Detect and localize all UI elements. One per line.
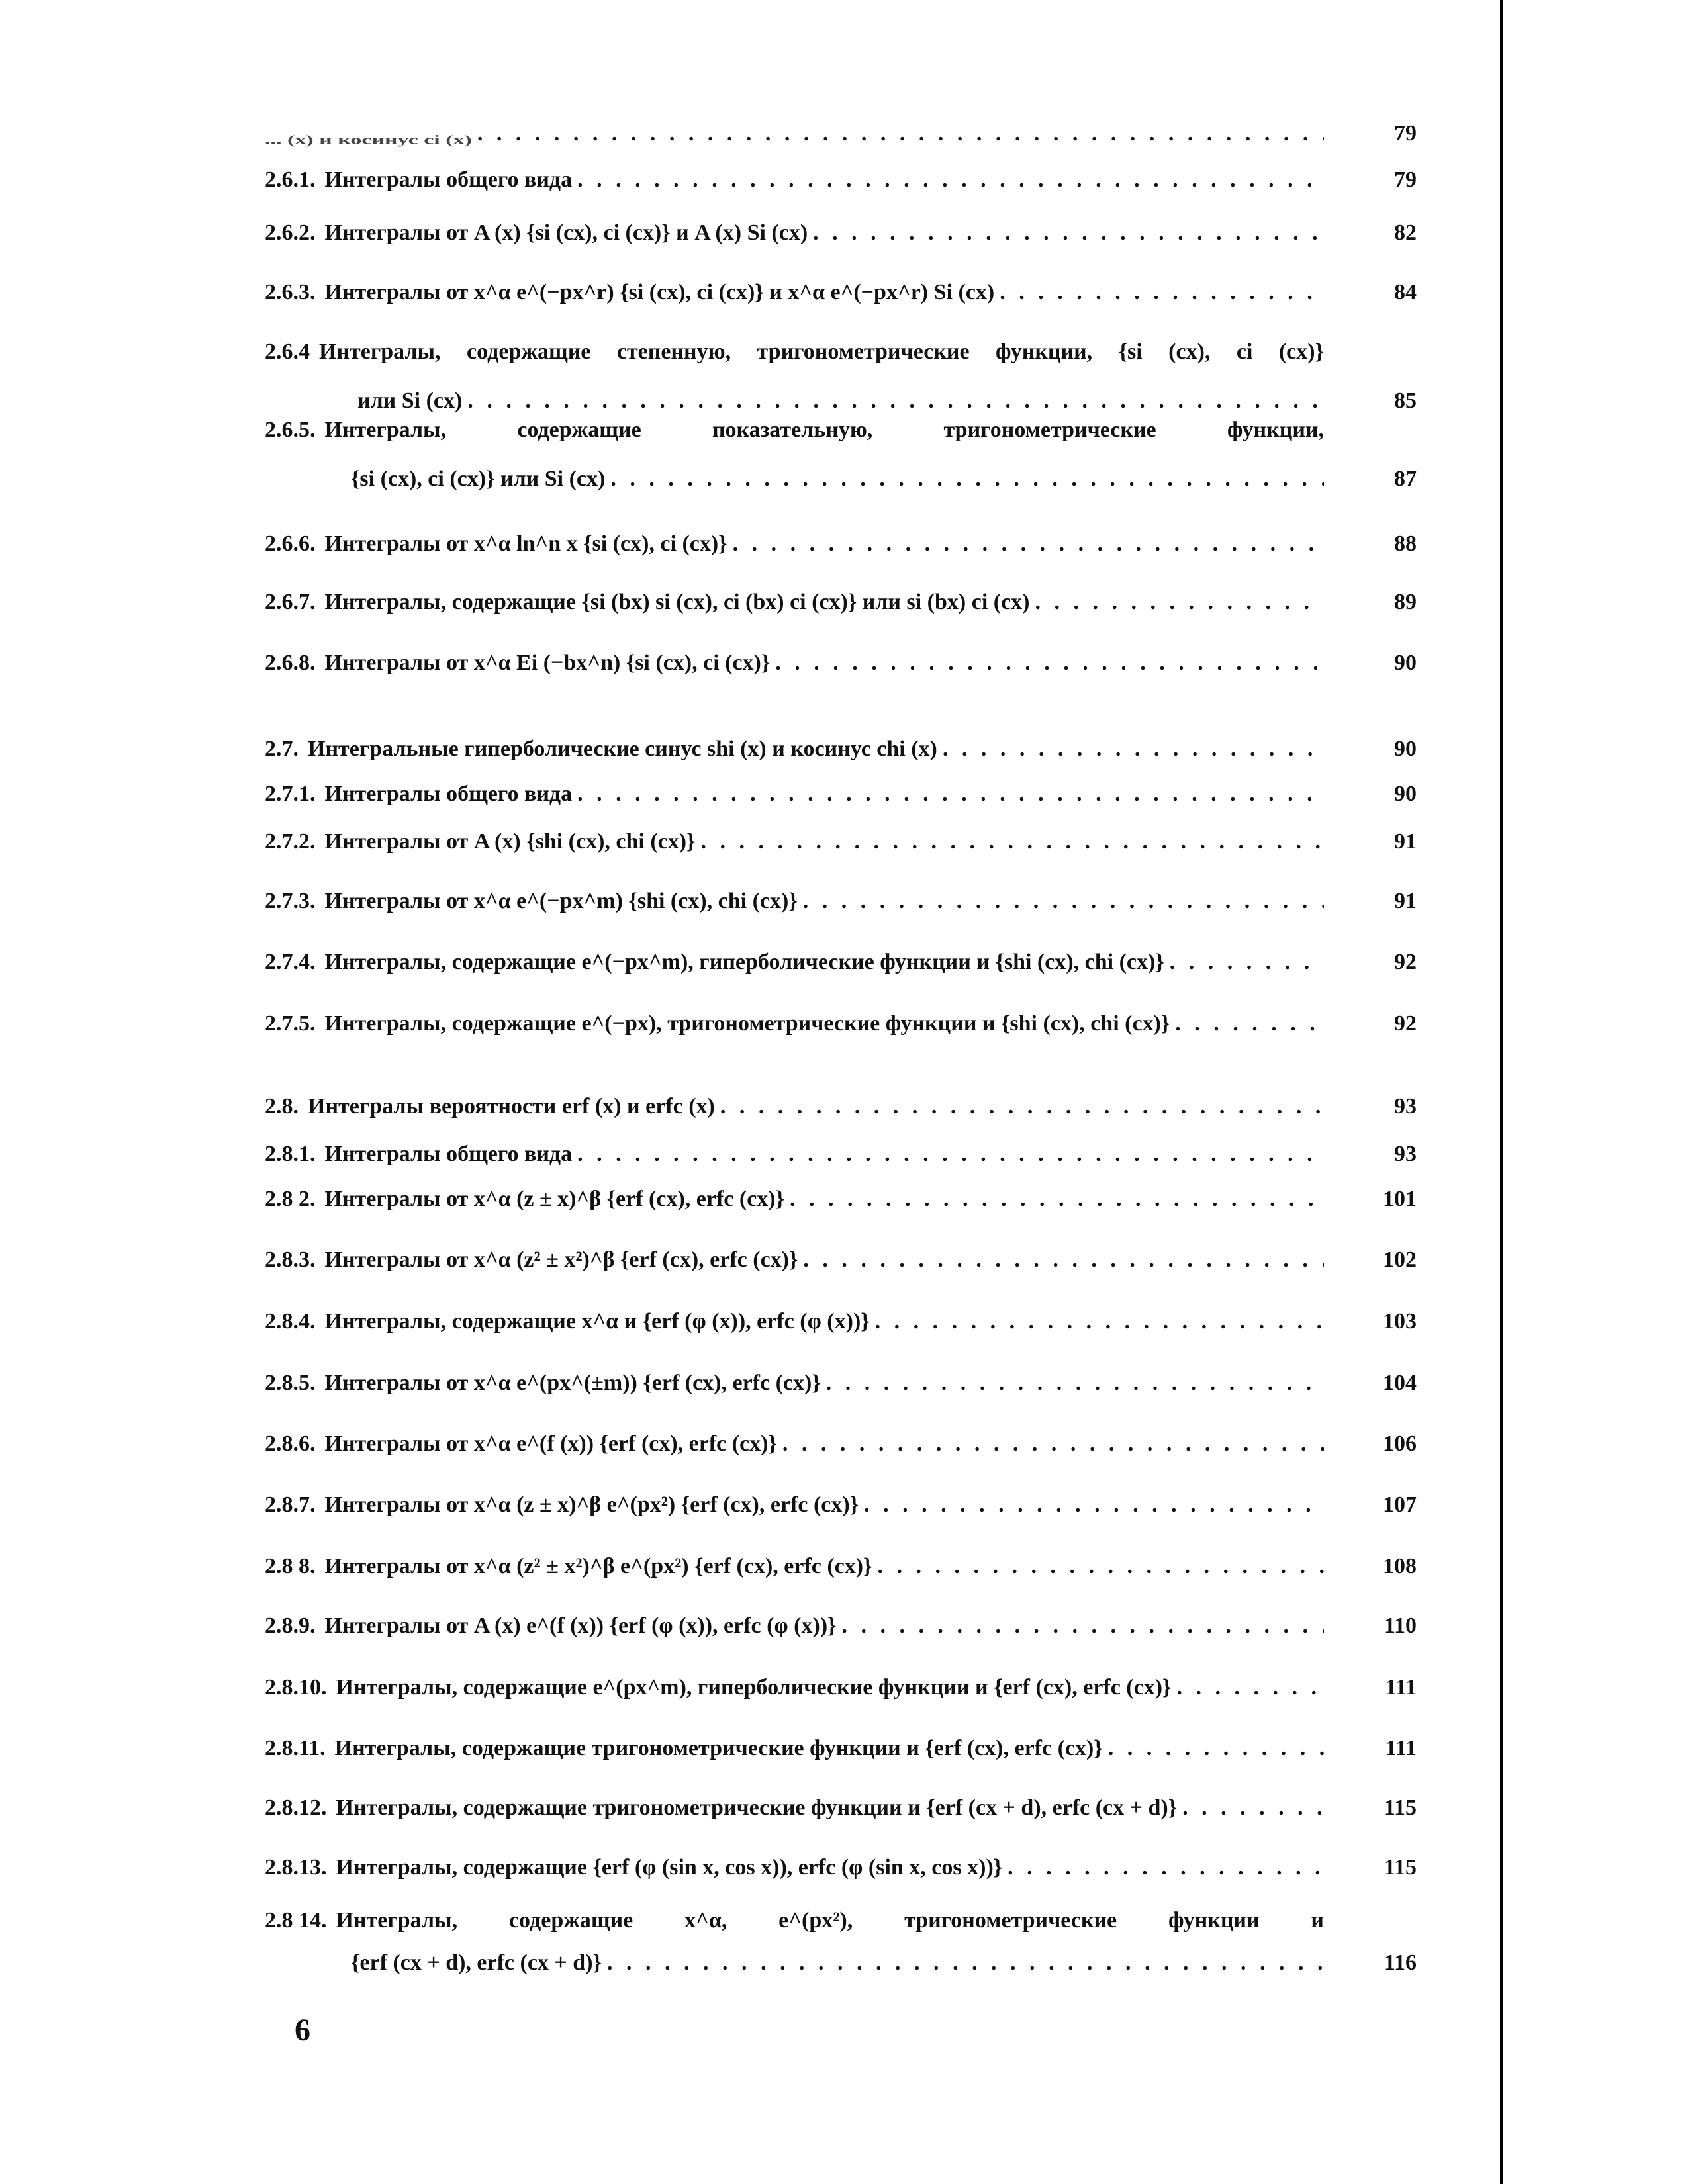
entry-number: 2.8.9. [265, 1614, 316, 1638]
entry-number: 2.6.6. [265, 531, 316, 556]
entry-title: Интегралы вероятности erf (x) и erfc (x) [308, 1094, 715, 1118]
entry-page: 115 [1383, 1855, 1417, 1880]
entry-title: Интегралы, содержащие тригонометрические функции и {erf (cx + d), erfc (cx + d)} [336, 1796, 1178, 1820]
entry-page: 79 [1394, 167, 1417, 192]
entry-title-continuation: {erf (cx + d), erfc (cx + d)} [351, 1950, 602, 1975]
entry-number: 2.7.4. [265, 950, 316, 974]
toc-entry-2-6-7[interactable] [265, 588, 1417, 617]
toc-entry-2-7-1[interactable] [265, 780, 1417, 809]
entry-number: 2.8.12. [265, 1796, 327, 1820]
entry-number: 2.6.7. [265, 590, 316, 614]
entry-title: Интегралы от x^α (z² ± x²)^β e^(px²) {erf (cx), erfc (cx)} [324, 1554, 872, 1578]
entry-page: 101 [1383, 1187, 1417, 1211]
entry-number: 2.7. [265, 737, 299, 761]
entry-page: 85 [1394, 388, 1417, 413]
entry-page: 91 [1394, 889, 1417, 913]
toc-entry-2-8-8[interactable] [265, 1552, 1417, 1581]
toc-entry-2-6[interactable] [265, 119, 1417, 148]
entry-page: 108 [1383, 1554, 1417, 1578]
entry-page: 111 [1385, 1675, 1417, 1700]
entry-number: 2.8.1. [265, 1142, 316, 1166]
entry-title: Интегралы, содержащие e^(−px), тригонометрические функции и {shi (cx), chi (cx)} [324, 1011, 1170, 1036]
entry-number: 2.8.10. [265, 1675, 327, 1700]
toc-entry-2-7-4[interactable] [265, 948, 1417, 977]
toc-entry-2-8[interactable] [265, 1092, 1417, 1121]
toc-entry-2-8-14[interactable] [265, 1906, 1417, 1978]
entry-page: 88 [1394, 531, 1417, 556]
entry-title: Интегралы общего вида [324, 167, 573, 192]
toc-entry-2-7-3[interactable] [265, 887, 1417, 916]
entry-number: 2.8 2. [265, 1187, 316, 1211]
entry-number: 2.8.11. [265, 1736, 326, 1760]
toc-entry-2-6-1[interactable] [265, 165, 1417, 195]
entry-title: Интегралы от x^α (z ± x)^β {erf (cx), erfc (cx)} [324, 1187, 785, 1211]
entry-title: Интегралы общего вида [324, 782, 573, 806]
entry-title: Интегралы, содержащие e^(−px^m), гиперболические функции и {shi (cx), chi (cx)} [324, 950, 1164, 974]
entry-number: 2.8.5. [265, 1371, 316, 1395]
entry-number: 2.7.1. [265, 782, 316, 806]
entry-page: 90 [1394, 651, 1417, 675]
toc-entry-2-6-4[interactable] [265, 338, 1417, 416]
entry-number: 2.7.3. [265, 889, 316, 913]
entry-title: ... (x) и косинус ci (x) [265, 133, 472, 147]
entry-page: 84 [1394, 280, 1417, 304]
entry-page: 103 [1383, 1309, 1417, 1334]
entry-number: 2.8.13. [265, 1855, 327, 1880]
entry-number: 2.8.6. [265, 1432, 316, 1456]
entry-title: Интегралы от A (x) e^(f (x)) {erf (φ (x)), erfc (φ (x))} [324, 1614, 837, 1638]
entry-page: 93 [1394, 1094, 1417, 1118]
entry-number: 2.6.3. [265, 280, 316, 304]
toc-entry-2-8-13[interactable] [265, 1853, 1417, 1882]
entry-number: 2.8.3. [265, 1248, 316, 1272]
entry-number: 2.8.7. [265, 1492, 316, 1517]
entry-title: Интегралы от x^α e^(f (x)) {erf (cx), erfc (cx)} [324, 1432, 777, 1456]
toc-entry-2-6-8[interactable] [265, 649, 1417, 678]
toc-entry-2-6-2[interactable] [265, 218, 1417, 248]
entry-title: Интегралы, содержащие показательную, тригонометрические функции, [324, 418, 1324, 442]
entry-page: 110 [1383, 1614, 1417, 1638]
entry-number: 2.8 8. [265, 1554, 316, 1578]
entry-title: Интегралы, содержащие степенную, тригонометрические функции, {si (cx), ci (cx)} [319, 340, 1324, 364]
entry-page: 92 [1394, 1011, 1417, 1036]
entry-title-continuation: {si (cx), ci (cx)} или Si (cx) [351, 467, 606, 491]
page-number: 6 [295, 2013, 310, 2048]
toc-entry-2-6-6[interactable] [265, 529, 1417, 559]
entry-page: 90 [1394, 782, 1417, 806]
entry-number: 2.8.4. [265, 1309, 316, 1334]
entry-title: Интегралы от x^α ln^n x {si (cx), ci (cx)} [324, 531, 727, 556]
entry-page: 89 [1394, 590, 1417, 614]
entry-title: Интегралы от A (x) {shi (cx), chi (cx)} [324, 829, 696, 854]
entry-title: Интегралы от A (x) {si (cx), ci (cx)} и A (x) Si (cx) [324, 220, 808, 245]
entry-title: Интегралы от x^α (z² ± x²)^β {erf (cx), erfc (cx)} [324, 1248, 798, 1272]
toc-entry-2-8-9[interactable] [265, 1612, 1417, 1641]
toc-entry-2-8-2[interactable] [265, 1185, 1417, 1214]
entry-page: 116 [1383, 1950, 1417, 1975]
entry-page: 106 [1383, 1432, 1417, 1456]
entry-title: Интегралы, содержащие {si (bx) si (cx), ci (bx) ci (cx)} или si (bx) ci (cx) [324, 590, 1030, 614]
entry-number: 2.6.2. [265, 220, 316, 245]
toc-entry-2-7-5[interactable] [265, 1009, 1417, 1038]
entry-number: 2.8. [265, 1094, 299, 1118]
page-edge-rule [1500, 0, 1503, 2184]
entry-title: Интегралы общего вида [324, 1142, 573, 1166]
entry-number: 2.6.5. [265, 418, 316, 442]
entry-number: 2.6.1. [265, 167, 316, 192]
toc-entry-2-8-11[interactable] [265, 1734, 1417, 1763]
toc-entry-2-8-5[interactable] [265, 1369, 1417, 1398]
entry-title: Интегралы, содержащие {erf (φ (sin x, cos x)), erfc (φ (sin x, cos x))} [336, 1855, 1003, 1880]
toc-entry-2-6-5[interactable] [265, 416, 1417, 494]
entry-page: 115 [1383, 1796, 1417, 1820]
toc-entry-2-8-6[interactable] [265, 1430, 1417, 1459]
toc-entry-2-8-7[interactable] [265, 1490, 1417, 1520]
entry-number: 2.6.4 [265, 340, 310, 364]
entry-page: 111 [1385, 1736, 1417, 1760]
entry-page: 93 [1394, 1142, 1417, 1166]
toc-entry-2-6-3[interactable] [265, 278, 1417, 307]
toc-entry-2-8-4[interactable] [265, 1307, 1417, 1336]
entry-title-continuation: или Si (cx) [357, 388, 463, 413]
toc-entry-2-7[interactable] [265, 735, 1417, 764]
entry-page: 79 [1394, 121, 1417, 146]
entry-title: Интегралы от x^α Ei (−bx^n) {si (cx), ci (cx)} [324, 651, 771, 675]
entry-page: 107 [1383, 1492, 1417, 1517]
entry-title: Интегралы, содержащие e^(px^m), гиперболические функции и {erf (cx), erfc (cx)} [336, 1675, 1172, 1700]
entry-page: 104 [1383, 1371, 1417, 1395]
entry-page: 92 [1394, 950, 1417, 974]
entry-title: Интегралы от x^α e^(−px^m) {shi (cx), chi (cx)} [324, 889, 798, 913]
toc-entry-2-8-1[interactable] [265, 1140, 1417, 1169]
entry-page: 90 [1394, 737, 1417, 761]
entry-page: 102 [1383, 1248, 1417, 1272]
entry-number: 2.7.2. [265, 829, 316, 854]
toc-entry-2-7-2[interactable] [265, 827, 1417, 856]
toc-entry-2-8-3[interactable] [265, 1246, 1417, 1275]
entry-page: 82 [1394, 220, 1417, 245]
entry-title: Интегралы от x^α (z ± x)^β e^(px²) {erf (cx), erfc (cx)} [324, 1492, 859, 1517]
toc-entry-2-8-10[interactable] [265, 1673, 1417, 1702]
entry-title: Интегралы от x^α e^(px^(±m)) {erf (cx), erfc (cx)} [324, 1371, 821, 1395]
entry-page: 87 [1394, 467, 1417, 491]
entry-title: Интегральные гиперболические синус shi (x) и косинус chi (x) [308, 737, 937, 761]
toc-entry-2-8-12[interactable] [265, 1794, 1417, 1823]
entry-title: Интегралы, содержащие тригонометрические функции и {erf (cx), erfc (cx)} [334, 1736, 1103, 1760]
entry-title: Интегралы от x^α e^(−px^r) {si (cx), ci (cx)} и x^α e^(−px^r) Si (cx) [324, 280, 995, 304]
entry-title: Интегралы, содержащие x^α и {erf (φ (x)), erfc (φ (x))} [324, 1309, 870, 1334]
entry-page: 91 [1394, 829, 1417, 854]
entry-number: 2.8 14. [265, 1908, 327, 1933]
entry-number: 2.7.5. [265, 1011, 316, 1036]
entry-number: 2.6.8. [265, 651, 316, 675]
entry-title: Интегралы, содержащие x^α, e^(px²), тригонометрические функции и [336, 1908, 1324, 1933]
